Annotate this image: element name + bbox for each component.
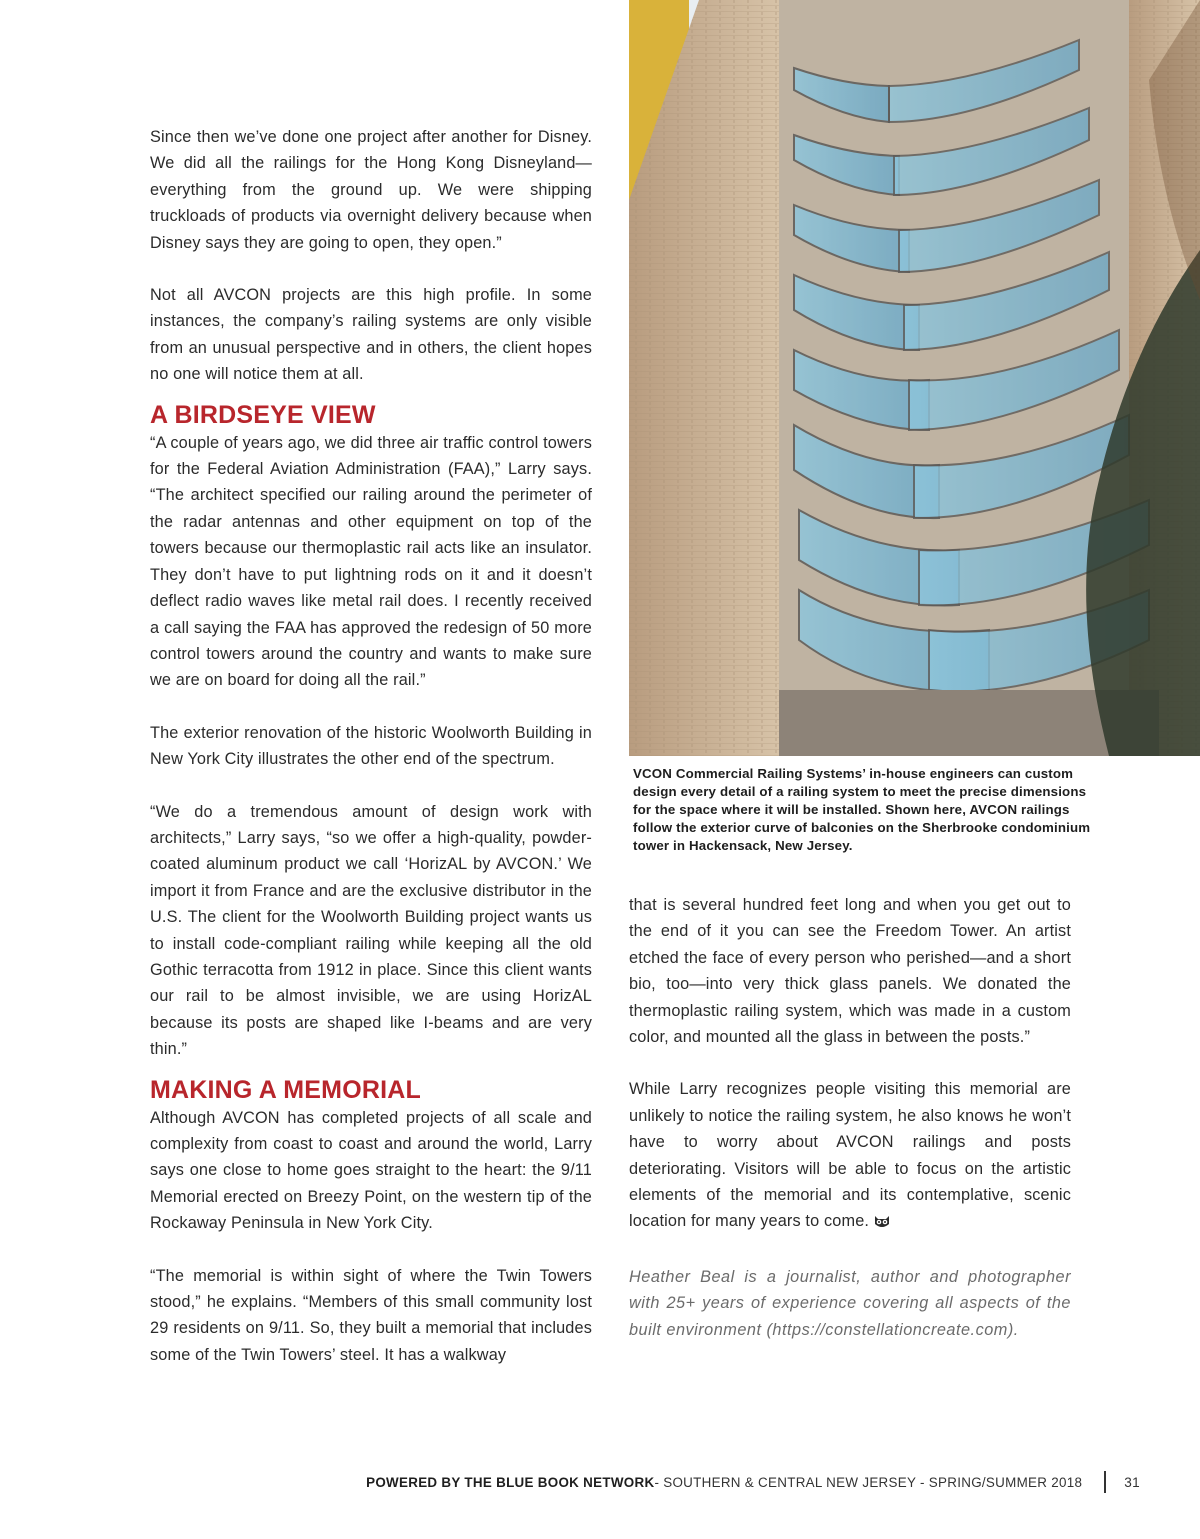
right-column xyxy=(629,892,1071,1343)
heading-birdseye-view: A BIRDSEYE VIEW xyxy=(150,400,376,429)
paragraph-twin-towers: “The memorial is within sight of where the Twin Towers stood,” he explains. “Members of this small community lost 29 residents on 9/11. So, they built a memorial that includes some of the Twin Towers’ steel. It has a walkway xyxy=(150,1266,592,1364)
photo-caption: VCON Commercial Railing Systems’ in-house engineers can custom design every detail of a railing system to meet the precise dimensions for the space where it will be installed. Shown here, AVCON railings follow the exterior curve of balconies on the Sherbrooke condominium tower in Hackensack, New Jersey. xyxy=(633,766,1091,853)
footer-divider xyxy=(1104,1471,1106,1493)
footer-brand: POWERED BY THE BLUE BOOK NETWORK xyxy=(366,1474,655,1490)
paragraph-woolworth: The exterior renovation of the historic Woolworth Building in New York City illustrates the other end of the spectrum. xyxy=(150,723,592,769)
paragraph-disney: Since then we’ve done one project after another for Disney. We did all the railings for the Hong Kong Disneyland—everything from the ground up. We were shipping truckloads of products via overnight delivery because when Disney says they are going to open, they open.” xyxy=(150,128,592,252)
heading-making-memorial: MAKING A MEMORIAL xyxy=(150,1075,421,1104)
owl-icon xyxy=(873,1211,891,1237)
footer-details: - SOUTHERN & CENTRAL NEW JERSEY - SPRING/SUMMER 2018 xyxy=(654,1474,1083,1490)
paragraph-closing xyxy=(629,1076,1071,1237)
paragraph-freedom-tower: that is several hundred feet long and when you get out to the end of it you can see the Freedom Tower. An artist etched the face of every person who perished—and a short bio, too—into very thick glass panels. We donated the thermoplastic railing system, which was made in a custom color, and mounted all the glass in between the posts.” xyxy=(629,896,1071,1047)
page-number: 31 xyxy=(1124,1474,1140,1490)
building-photo xyxy=(629,0,1200,756)
paragraph-breezy-point: Although AVCON has completed projects of all scale and complexity from coast to coast and around the world, Larry says one close to home goes straight to the heart: the 9/11 Memorial erected on Breezy Point, on the western tip of the Rockaway Peninsula in New York City. xyxy=(150,1108,592,1233)
page-footer xyxy=(366,1470,1140,1494)
paragraph-faa: “A couple of years ago, we did three air traffic control towers for the Federal Aviation Administration (FAA),” Larry says. “The architect specified our railing around the perimeter of the radar antennas and other equipment on top of the towers because our thermoplastic rail acts like an insulator. They don’t have to put lightning rods on it and it doesn’t deflect radio waves like metal rail does. I recently received a call saying the FAA has approved the redesign of 50 more control towers around the country and wants to make sure we are on board for doing all the rail.” xyxy=(150,433,592,690)
closing-text: While Larry recognizes people visiting this memorial are unlikely to notice the railing system, he also knows he won’t have to worry about AVCON railings and posts deteriorating. Visitors will be able to focus on the artistic elements of the memorial and its contemplative, scenic location for many years to come. xyxy=(629,1080,1071,1231)
paragraph-horizal: “We do a tremendous amount of design work with architects,” Larry says, “so we offer a high-quality, powder-coated aluminum product we call ‘HorizAL by AVCON.’ We import it from France and are the exclusive distributor in the U.S. The client for the Woolworth Building project wants us to install code-compliant railing while keeping all the old Gothic terracotta from 1912 in place. Since this client wants our rail to be almost invisible, we are using HorizAL because its posts are shaped like I-beams and are very thin.” xyxy=(150,802,592,1059)
author-byline: Heather Beal is a journalist, author and photographer with 25+ years of experience covering all aspects of the built environment (https://constellationcreate.com). xyxy=(629,1267,1071,1339)
left-column xyxy=(150,124,592,1368)
paragraph-high-profile: Not all AVCON projects are this high profile. In some instances, the company’s railing systems are only visible from an unusual perspective and in others, the client hopes no one will notice them at all. xyxy=(150,286,592,384)
